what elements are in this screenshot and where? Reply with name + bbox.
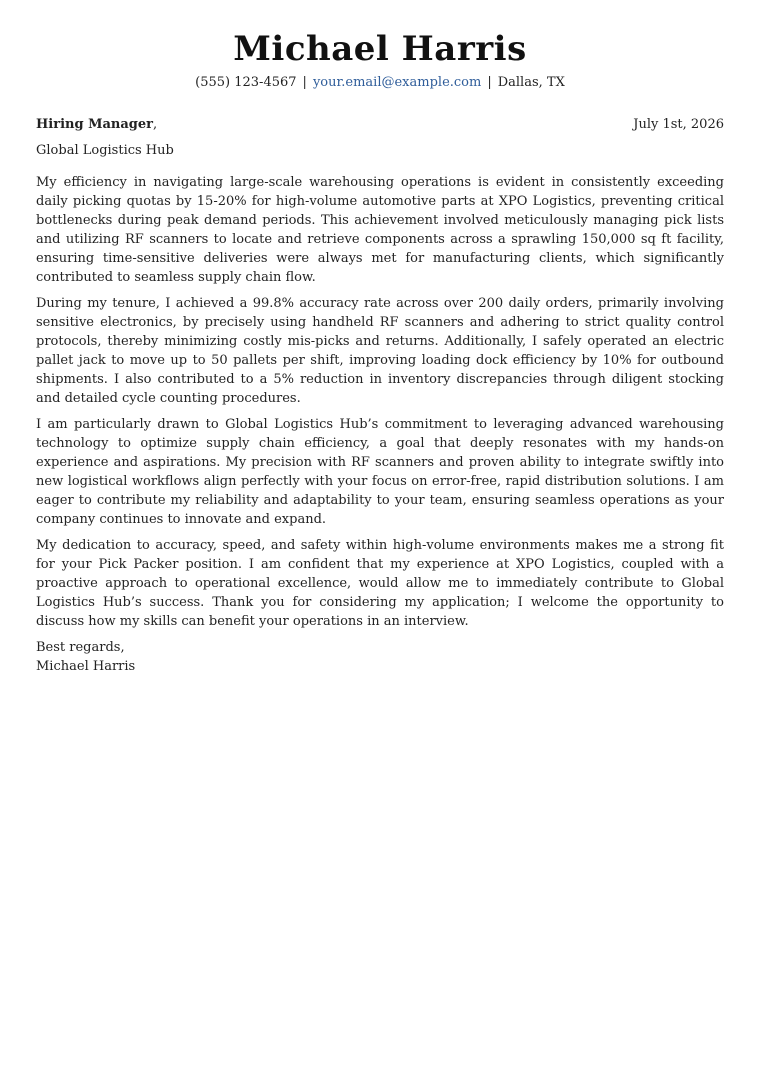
recipient-date-row xyxy=(36,115,724,135)
contact-line xyxy=(36,73,724,93)
signature-name: Michael Harris xyxy=(36,659,136,674)
body-paragraph: I am particularly drawn to Global Logistics Hub’s commitment to leveraging advanced warehousing technology to optimize supply chain efficiency, a goal that deeply resonates with my hands-on experience and aspirations. My precision with RF scanners and proven ability to integrate swiftly into new logistical workflows align perfectly with your focus on error-free, rapid distribution solutions. I am eager to contribute my reliability and adaptability to your team, ensuring seamless operations as your company continues to innovate and expand. xyxy=(36,417,724,527)
cover-letter-page xyxy=(36,28,724,676)
email-link[interactable]: your.email@example.com xyxy=(312,75,482,90)
body-paragraph: My dedication to accuracy, speed, and safety within high-volume environments makes me a strong fit for your Pick Packer position. I am confident that my experience at XPO Logistics, coupled with a proactive approach to operational excellence, would allow me to immediately contribute to Global Logistics Hub’s success. Thank you for considering my application; I welcome the opportunity to discuss how my skills can benefit your operations in an interview. xyxy=(36,538,724,629)
body-paragraph: During my tenure, I achieved a 99.8% accuracy rate across over 200 daily orders, primarily involving sensitive electronics, by precisely using handheld RF scanners and adhering to strict quality control protocols, thereby minimizing costly mis-picks and returns. Additionally, I safely operated an electric pallet jack to move up to 50 pallets per shift, improving loading dock efficiency by 10% for outbound shipments. I also contributed to a 5% reduction in inventory discrepancies through diligent stocking and detailed cycle counting procedures. xyxy=(36,296,724,406)
separator: | xyxy=(487,75,492,90)
phone-number: (555) 123-4567 xyxy=(195,75,297,90)
recipient-name: Hiring Manager xyxy=(36,117,153,132)
letter-body xyxy=(36,173,724,631)
closing-salutation: Best regards, xyxy=(36,640,125,655)
recipient-punct: , xyxy=(152,117,158,132)
applicant-name: Michael Harris xyxy=(233,29,527,69)
company-name: Global Logistics Hub xyxy=(36,143,174,158)
separator: | xyxy=(302,75,307,90)
letter-date: July 1st, 2026 xyxy=(633,117,724,132)
recipient xyxy=(36,115,157,135)
location: Dallas, TX xyxy=(497,75,565,90)
closing-block xyxy=(36,638,724,676)
body-paragraph: My efficiency in navigating large-scale warehousing operations is evident in consistently exceeding daily picking quotas by 15-20% for high-volume automotive parts at XPO Logistics, preventing critical bottlenecks during peak demand periods. This achievement involved meticulously managing pick lists and utilizing RF scanners to locate and retrieve components across a sprawling 150,000 sq ft facility, ensuring time-sensitive deliveries were always met for manufacturing clients, which significantly contributed to seamless supply chain flow. xyxy=(36,175,724,285)
